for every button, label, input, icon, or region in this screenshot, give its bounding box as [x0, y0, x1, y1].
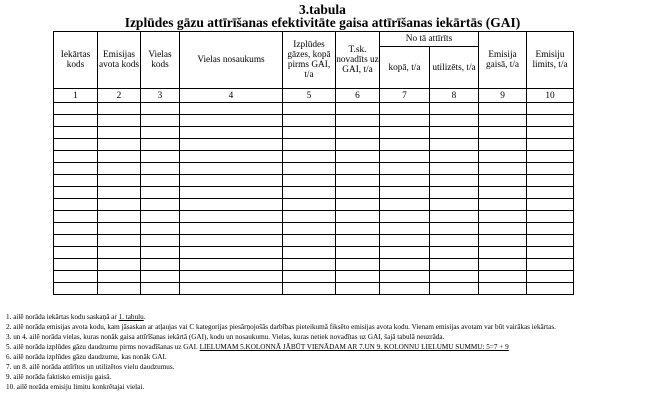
table-cell[interactable] [283, 199, 336, 211]
table-cell[interactable] [336, 271, 380, 283]
table-cell[interactable] [527, 175, 574, 187]
table-cell[interactable] [380, 259, 430, 271]
table-cell[interactable] [141, 283, 180, 295]
table-cell[interactable] [141, 175, 180, 187]
table-cell[interactable] [527, 103, 574, 115]
table-cell[interactable] [283, 259, 336, 271]
table-cell[interactable] [430, 271, 479, 283]
table-cell[interactable] [98, 175, 141, 187]
table-cell[interactable] [336, 283, 380, 295]
table-cell[interactable] [54, 271, 98, 283]
table-row [54, 211, 574, 223]
column-number: 7 [380, 89, 430, 103]
table-cell[interactable] [430, 235, 479, 247]
table-cell[interactable] [479, 223, 527, 235]
table-cell[interactable] [180, 199, 283, 211]
table-cell[interactable] [479, 115, 527, 127]
table-cell[interactable] [283, 223, 336, 235]
table-cell[interactable] [180, 247, 283, 259]
table-cell[interactable] [479, 187, 527, 199]
header-vielas-nosaukums: Vielas nosaukums [180, 32, 283, 89]
table-cell[interactable] [283, 271, 336, 283]
table-cell[interactable] [336, 103, 380, 115]
header-izpludes-gazes: Izplūdes gāzes, kopā pirms GAI, t/a [283, 32, 336, 89]
column-number: 6 [336, 89, 380, 103]
table-cell[interactable] [283, 127, 336, 139]
note-5-rule: LIELUMAM 5.KOLONNĀ JĀBŪT VIENĀDAM AR 7.UN 9. KOLONNU LIELUMU SUMMU: 5=7 + 9 [199, 343, 509, 351]
table-cell[interactable] [98, 187, 141, 199]
column-number: 5 [283, 89, 336, 103]
table-cell[interactable] [141, 163, 180, 175]
column-number: 9 [479, 89, 527, 103]
table-cell[interactable] [98, 235, 141, 247]
table-cell[interactable] [141, 223, 180, 235]
table-cell[interactable] [98, 247, 141, 259]
tabula-1-link[interactable]: 1. tabulu [118, 313, 144, 321]
column-number: 4 [180, 89, 283, 103]
table-cell[interactable] [283, 211, 336, 223]
table-cell[interactable] [180, 223, 283, 235]
table-cell[interactable] [430, 139, 479, 151]
table-cell[interactable] [180, 187, 283, 199]
table-cell[interactable] [98, 223, 141, 235]
table-row [54, 175, 574, 187]
header-kopa: kopā, t/a [380, 47, 430, 89]
table-cell[interactable] [336, 163, 380, 175]
table-cell[interactable] [527, 127, 574, 139]
table-cell[interactable] [141, 259, 180, 271]
table-cell[interactable] [141, 235, 180, 247]
table-cell[interactable] [430, 187, 479, 199]
table-cell[interactable] [336, 247, 380, 259]
table-cell[interactable] [479, 127, 527, 139]
table-cell[interactable] [141, 115, 180, 127]
table-row [54, 139, 574, 151]
table-cell[interactable] [479, 151, 527, 163]
gai-efficiency-table [53, 31, 574, 295]
table-cell[interactable] [141, 127, 180, 139]
table-cell[interactable] [336, 259, 380, 271]
table-cell[interactable] [141, 211, 180, 223]
table-cell[interactable] [380, 247, 430, 259]
table-cell[interactable] [380, 283, 430, 295]
table-cell[interactable] [479, 199, 527, 211]
table-cell[interactable] [283, 235, 336, 247]
table-row [54, 127, 574, 139]
table-cell[interactable] [283, 151, 336, 163]
table-row [54, 235, 574, 247]
table-cell[interactable] [527, 259, 574, 271]
table-cell[interactable] [430, 127, 479, 139]
table-cell[interactable] [380, 211, 430, 223]
table-cell[interactable] [98, 103, 141, 115]
note-1 [6, 312, 640, 322]
table-cell[interactable] [54, 163, 98, 175]
table-cell[interactable] [98, 283, 141, 295]
table-cell[interactable] [430, 283, 479, 295]
table-cell[interactable] [180, 139, 283, 151]
table-cell[interactable] [141, 187, 180, 199]
table-cell[interactable] [430, 163, 479, 175]
table-cell[interactable] [527, 223, 574, 235]
table-cell[interactable] [479, 235, 527, 247]
table-cell[interactable] [380, 115, 430, 127]
table-cell[interactable] [479, 103, 527, 115]
header-utilizets: utilizēts, t/a [430, 47, 479, 89]
table-cell[interactable] [180, 259, 283, 271]
table-cell[interactable] [380, 127, 430, 139]
table-cell[interactable] [283, 187, 336, 199]
note-1-text: 1. ailē norāda iekārtas kodu saskaņā ar [6, 313, 119, 321]
table-cell[interactable] [430, 151, 479, 163]
table-cell[interactable] [98, 127, 141, 139]
table-cell[interactable] [98, 199, 141, 211]
table-cell[interactable] [54, 283, 98, 295]
table-cell[interactable] [98, 139, 141, 151]
table-cell[interactable] [98, 115, 141, 127]
note-5 [6, 342, 640, 352]
table-cell[interactable] [98, 211, 141, 223]
table-cell[interactable] [283, 163, 336, 175]
table-cell[interactable] [479, 175, 527, 187]
header-group-no-ta-attirits: No tā attīrīts [380, 32, 479, 47]
note-3: 3. un 4. ailē norāda vielas, kuras nonāk gaisa attīrīšanas iekārtā (GAI), kodu un nosaukumu. Vielas, kuras netiek novadītas uz GAI, šajā tabulā neuzrāda. [6, 333, 445, 341]
table-cell[interactable] [98, 151, 141, 163]
table-cell[interactable] [479, 283, 527, 295]
note-10: 10. ailē norāda emisiju limitu konkrētajai vielai. [6, 383, 145, 391]
table-cell[interactable] [141, 247, 180, 259]
table-cell[interactable] [380, 235, 430, 247]
table-row [54, 271, 574, 283]
table-cell[interactable] [54, 127, 98, 139]
table-cell[interactable] [54, 115, 98, 127]
table-cell[interactable] [336, 151, 380, 163]
table-cell[interactable] [430, 211, 479, 223]
table-cell[interactable] [336, 175, 380, 187]
table-row [54, 283, 574, 295]
table-cell[interactable] [180, 115, 283, 127]
table-cell[interactable] [180, 151, 283, 163]
table-cell[interactable] [479, 259, 527, 271]
table-cell[interactable] [180, 211, 283, 223]
header-iekartas-kods: Iekārtas kods [54, 32, 98, 89]
note-7-8: 7. un 8. ailē norāda attīrītos un utilizētos vielu daudzumus. [6, 363, 175, 371]
table-row [54, 103, 574, 115]
table-cell[interactable] [479, 139, 527, 151]
table-cell[interactable] [527, 199, 574, 211]
table-cell[interactable] [54, 259, 98, 271]
note-5-text: 5. ailē norāda izplūdes gāzu daudzumu pirms novadīšanas uz GAI. [6, 343, 200, 351]
table-cell[interactable] [283, 175, 336, 187]
table-cell[interactable] [180, 283, 283, 295]
table-cell[interactable] [380, 175, 430, 187]
table-cell[interactable] [283, 115, 336, 127]
header-emisiju-limits: Emisiju limits, t/a [527, 32, 574, 89]
table-cell[interactable] [527, 115, 574, 127]
table-cell[interactable] [527, 139, 574, 151]
table-cell[interactable] [479, 163, 527, 175]
table-cell[interactable] [54, 223, 98, 235]
table-row [54, 247, 574, 259]
table-cell[interactable] [336, 235, 380, 247]
table-cell[interactable] [180, 235, 283, 247]
table-cell[interactable] [430, 115, 479, 127]
table-cell[interactable] [283, 139, 336, 151]
table-cell[interactable] [430, 175, 479, 187]
table-cell[interactable] [380, 163, 430, 175]
table-cell[interactable] [180, 175, 283, 187]
table-cell[interactable] [380, 223, 430, 235]
column-number-row [54, 89, 574, 103]
table-cell[interactable] [430, 247, 479, 259]
table-cell[interactable] [54, 247, 98, 259]
table-cell[interactable] [479, 271, 527, 283]
table-row [54, 259, 574, 271]
table-row [54, 199, 574, 211]
note-6: 6. ailē norāda izplūdes gāzu daudzumu, kas nonāk GAI. [6, 353, 167, 361]
table-cell[interactable] [54, 103, 98, 115]
table-cell[interactable] [380, 187, 430, 199]
table-row [54, 151, 574, 163]
table-cell[interactable] [336, 115, 380, 127]
table-number: 3.tabula [299, 2, 346, 17]
table-cell[interactable] [430, 103, 479, 115]
table-cell[interactable] [479, 211, 527, 223]
table-cell[interactable] [141, 103, 180, 115]
table-cell[interactable] [141, 271, 180, 283]
table-row [54, 115, 574, 127]
table-row [54, 223, 574, 235]
table-cell[interactable] [336, 187, 380, 199]
table-cell[interactable] [54, 199, 98, 211]
column-number: 8 [430, 89, 479, 103]
table-cell[interactable] [430, 199, 479, 211]
table-cell[interactable] [527, 163, 574, 175]
table-cell[interactable] [180, 127, 283, 139]
table-cell[interactable] [380, 139, 430, 151]
table-cell[interactable] [380, 103, 430, 115]
table-cell[interactable] [527, 283, 574, 295]
header-emisija-gaisa: Emisija gaisā, t/a [479, 32, 527, 89]
table-cell[interactable] [336, 127, 380, 139]
table-cell[interactable] [527, 187, 574, 199]
table-cell[interactable] [527, 151, 574, 163]
table-cell[interactable] [180, 103, 283, 115]
table-row [54, 187, 574, 199]
table-cell[interactable] [54, 235, 98, 247]
table-cell[interactable] [54, 211, 98, 223]
table-cell[interactable] [336, 139, 380, 151]
table-cell[interactable] [380, 199, 430, 211]
table-cell[interactable] [180, 271, 283, 283]
note-1-end: . [143, 313, 146, 321]
table-cell[interactable] [54, 175, 98, 187]
table-cell[interactable] [283, 247, 336, 259]
table-cell[interactable] [380, 271, 430, 283]
table-cell[interactable] [54, 151, 98, 163]
note-9: 9. ailē norāda faktisko emisiju gaisā. [6, 373, 112, 381]
table-cell[interactable] [283, 103, 336, 115]
table-row [54, 163, 574, 175]
table-cell[interactable] [141, 199, 180, 211]
table-cell[interactable] [98, 259, 141, 271]
table-cell[interactable] [98, 271, 141, 283]
header-emisijas-avota-kods: Emisijas avota kods [98, 32, 141, 89]
header-novadits-uz-gai: T.sk. novadīts uz GAI, t/a [336, 32, 380, 89]
table-cell[interactable] [479, 247, 527, 259]
note-2: 2. ailē norāda emisijas avota kodu, kam jāsaskan ar atļaujas vai C kategorijas piesārņojošās darbības pieteikumā fiksēto emisijas avota kodu. Vienam emisijas avotam var būt vairākas iekārtas. [6, 323, 556, 331]
table-cell[interactable] [98, 163, 141, 175]
footnotes [6, 312, 640, 392]
table-cell[interactable] [430, 259, 479, 271]
table-cell[interactable] [54, 139, 98, 151]
table-cell[interactable] [336, 211, 380, 223]
table-cell[interactable] [527, 211, 574, 223]
column-number: 1 [54, 89, 98, 103]
table-title: Izplūdes gāzu attīrīšanas efektivitāte gaisa attīrīšanas iekārtās (GAI) [124, 15, 521, 30]
table-cell[interactable] [380, 151, 430, 163]
table-cell[interactable] [180, 163, 283, 175]
header-vielas-kods: Vielas kods [141, 32, 180, 89]
table-cell[interactable] [141, 151, 180, 163]
table-cell[interactable] [527, 235, 574, 247]
table-cell[interactable] [527, 247, 574, 259]
table-cell[interactable] [336, 223, 380, 235]
table-cell[interactable] [430, 223, 479, 235]
table-cell[interactable] [283, 283, 336, 295]
table-cell[interactable] [141, 139, 180, 151]
table-cell[interactable] [527, 271, 574, 283]
table-cell[interactable] [336, 199, 380, 211]
table-cell[interactable] [54, 187, 98, 199]
column-number: 3 [141, 89, 180, 103]
column-number: 10 [527, 89, 574, 103]
column-number: 2 [98, 89, 141, 103]
